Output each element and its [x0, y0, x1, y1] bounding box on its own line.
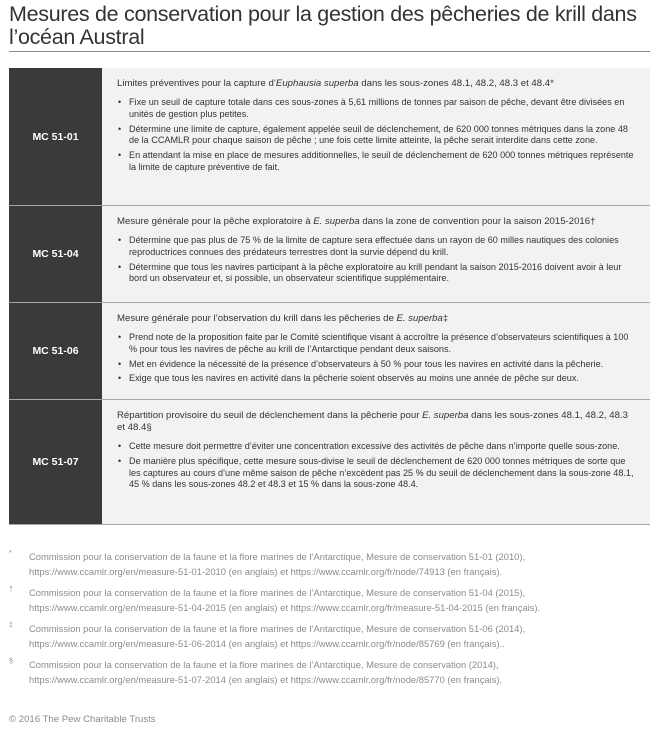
measure-heading: Limites préventives pour la capture d’Euphausia superba dans les sous-zones 48.1, 48.2, 48.3 et 48.4* [117, 78, 554, 89]
measure-code: MC 51-07 [9, 400, 102, 524]
measure-heading: Répartition provisoire du seuil de déclenchement dans la pêcherie pour E. superba dans les sous-zones 48.1, 48.2, 48.3 et 48.4§ [117, 410, 628, 433]
footnote [9, 657, 650, 687]
measure-heading: Mesure générale pour l’observation du krill dans les pêcheries de E. superba‡ [117, 313, 449, 324]
list-item: • Cette mesure doit permettre d’éviter une concentration excessive des activités de pêche dans n’importe quelle sous-zone. [129, 441, 638, 453]
species-name: E. superba [422, 410, 469, 421]
measure-bullets [117, 441, 638, 491]
measure-content [102, 68, 650, 205]
footnote-marker: ‡ [9, 622, 13, 629]
measure-content [102, 303, 650, 399]
species-name: Euphausia superba [275, 78, 359, 89]
table-row [9, 68, 650, 206]
measure-content [102, 400, 650, 524]
table-row [9, 303, 650, 400]
copyright: © 2016 The Pew Charitable Trusts [9, 714, 156, 725]
list-item: • Détermine que pas plus de 75 % de la limite de capture sera effectuée dans un rayon de 60 milles nautiques des colonies reproductrices connues des prédateurs terrestres dont la survie dépend du krill. [129, 235, 638, 259]
measure-content [102, 206, 650, 302]
measure-bullets [117, 97, 638, 174]
list-item: • Exige que tous les navires en activité dans la pêcherie soient observés au moins une année de pêche sur deux. [129, 373, 638, 385]
measures-table [9, 68, 650, 525]
footnote [9, 621, 650, 651]
measure-bullets [117, 235, 638, 285]
list-item: • Détermine que tous les navires participant à la pêche exploratoire au krill pendant la saison 2015-2016 doivent avoir à leur bord un observateur et, si possible, un observateur scientifique supplémentaire. [129, 262, 638, 286]
measure-heading: Mesure générale pour la pêche exploratoire à E. superba dans la zone de convention pour la saison 2015-2016† [117, 216, 596, 227]
list-item: • En attendant la mise en place de mesures additionnelles, le seuil de déclenchement de 620 000 tonnes métriques représente la limite de capture préventive de fait. [129, 150, 638, 174]
footnote-marker: * [9, 550, 12, 557]
table-row [9, 206, 650, 303]
footnote-marker: † [9, 586, 13, 593]
list-item: • Détermine une limite de capture, également appelée seuil de déclenchement, de 620 000 tonnes métriques dans la zone 48 de la CCAMLR pour chaque saison de pêche ; une fois cette limite atteinte, la pêche serait interdite dans cette zone. [129, 124, 638, 148]
footnote-text: Commission pour la conservation de la faune et la flore marines de l’Antarctique, Mesure de conservation (2014), https://www.ccamlr.org/en/measure-51-07-2014 (en anglais) et https://www.ccamlr.org/fr/node/85770 (en français). [29, 659, 503, 685]
footnote [9, 549, 650, 579]
table-row [9, 400, 650, 525]
measure-code: MC 51-06 [9, 303, 102, 399]
list-item: • Fixe un seuil de capture totale dans ces sous-zones à 5,61 millions de tonnes par saison de pêche, devant être divisées en unités de gestion plus petites. [129, 97, 638, 121]
species-name: E. superba [396, 313, 443, 324]
footnote-text: Commission pour la conservation de la faune et la flore marines de l’Antarctique, Mesure de conservation 51-01 (2010), https://www.ccamlr.org/en/measure-51-01-2010 (en anglais) et https://www.ccamlr.org/fr/node/74913 (en français). [29, 551, 526, 577]
measure-code: MC 51-04 [9, 206, 102, 302]
list-item: • Prend note de la proposition faite par le Comité scientifique visant à accroître la présence d’observateurs scientifiques à 100 % pour tous les navires de pêche au krill de l’Antarctique pendant deux saisons. [129, 332, 638, 356]
footnote [9, 585, 650, 615]
measure-code: MC 51-01 [9, 68, 102, 205]
list-item: • De manière plus spécifique, cette mesure sous-divise le seuil de déclenchement de 620 000 tonnes métriques de sorte que les captures au cours d’une même saison de pêche n’excèdent pas 25 % du seuil de déclenchement dans la sous-zone 48.1, 45 % dans les sous-zones 48.2 et 48.3 et 15 % dans la sous-zone 48.4. [129, 456, 638, 491]
page-title: Mesures de conservation pour la gestion des pêcheries de krill dans l’océan Austral [9, 2, 637, 49]
species-name: E. superba [313, 216, 360, 227]
footnotes [9, 549, 650, 693]
measure-bullets [117, 332, 638, 385]
title-divider [9, 51, 650, 52]
list-item: • Met en évidence la nécessité de la présence d’observateurs à 50 % pour tous les navires en activité dans la pêcherie. [129, 359, 638, 371]
footnote-text: Commission pour la conservation de la faune et la flore marines de l’Antarctique, Mesure de conservation 51-04 (2015), https://www.ccamlr.org/en/measure-51-04-2015 (en anglais) et https://www.ccamlr.org/fr/measure-51-04-2015 (en français). [29, 587, 541, 613]
footnote-marker: § [9, 658, 13, 665]
footnote-text: Commission pour la conservation de la faune et la flore marines de l’Antarctique, Mesure de conservation 51-06 (2014), https://www.ccamlr.org/en/measure-51-06-2014 (en anglais) et https://www.ccamlr.org/fr/node/85769 (en français).. [29, 623, 526, 649]
